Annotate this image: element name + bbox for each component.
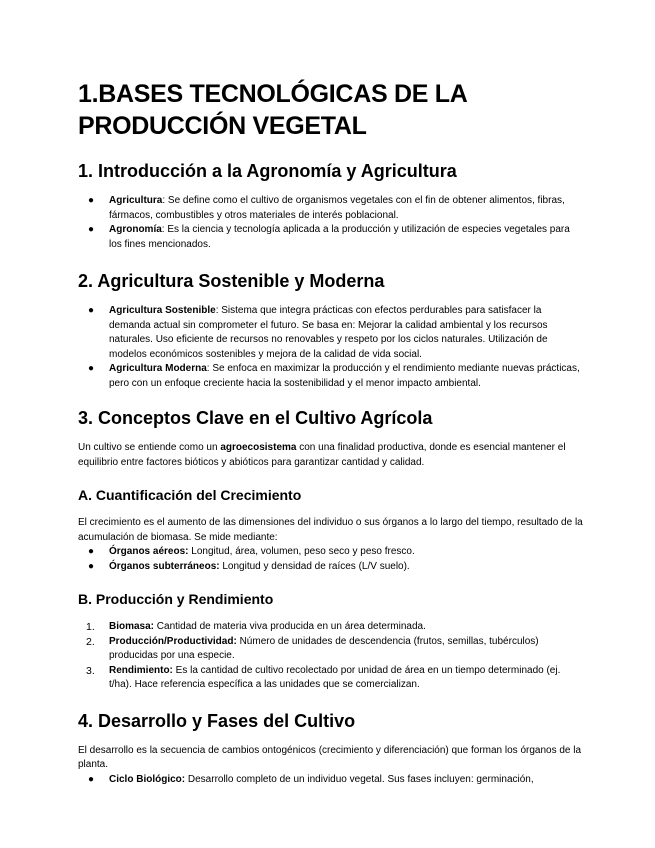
section-4-list xyxy=(78,773,585,788)
section-2-heading: 2. Agricultura Sostenible y Moderna xyxy=(78,271,385,291)
definition: Longitud y densidad de raíces (L/V suelo). xyxy=(219,560,410,572)
bullet-icon: ● xyxy=(88,560,95,572)
definition: Cantidad de materia viva producida en un área determinada. xyxy=(154,621,426,632)
list-item xyxy=(78,620,585,635)
section-1-list xyxy=(78,194,585,252)
text-span: con una finalidad productiva, donde es esencial mantener el equilibrio entre factores bióticos y abióticos para garantizar cantidad y calidad. xyxy=(78,442,566,468)
section-4-heading: 4. Desarrollo y Fases del Cultivo xyxy=(78,710,356,731)
bullet-icon: ● xyxy=(88,305,95,316)
term: Órganos aéreos: xyxy=(109,546,189,557)
bullet-icon: ● xyxy=(88,363,95,374)
term: Ciclo Biológico: xyxy=(109,773,186,785)
subsection-b-list xyxy=(78,620,585,693)
definition: Longitud, área, volumen, peso seco y peso fresco. xyxy=(188,546,415,557)
term: Biomasa: xyxy=(109,621,155,632)
list-item xyxy=(78,304,585,362)
definition: Es la cantidad de cultivo recolectado por unidad de área en un tiempo determinado (ej. t/ha). Hace referencia específica a las unidades que se comercializan. xyxy=(109,664,561,690)
term: Agricultura xyxy=(109,195,163,206)
bullet-icon: ● xyxy=(88,224,95,235)
list-number: 2. xyxy=(86,635,95,648)
subsection-a-paragraph: El crecimiento es el aumento de las dimensiones del individuo o sus órganos a lo largo del tiempo, resultado de la acumulación de biomasa. Se mide mediante: xyxy=(78,517,583,543)
list-item xyxy=(78,362,585,391)
section-1-heading: 1. Introducción a la Agronomía y Agricultura xyxy=(78,161,457,181)
definition: Número de unidades de descendencia (frutos, semillas, tubérculos) producidas por una especie. xyxy=(109,635,539,661)
term: Agronomía xyxy=(109,224,162,235)
list-number: 1. xyxy=(86,621,95,633)
list-item xyxy=(78,223,585,252)
document-title: 1.BASES TECNOLÓGICAS DE LA PRODUCCIÓN VEGETAL xyxy=(78,80,467,140)
list-item xyxy=(78,194,585,223)
list-item xyxy=(78,773,585,788)
definition: Desarrollo completo de un individuo vegetal. Sus fases incluyen: germinación, xyxy=(185,773,534,785)
term: Producción/Productividad: xyxy=(109,635,237,647)
bullet-icon: ● xyxy=(88,546,95,557)
section-3-heading: 3. Conceptos Clave en el Cultivo Agrícola xyxy=(78,408,433,428)
term: Rendimiento: xyxy=(109,664,173,676)
term: Agricultura Moderna xyxy=(109,363,207,374)
subsection-a-heading: A. Cuantificación del Crecimiento xyxy=(78,487,302,503)
bullet-icon: ● xyxy=(88,773,95,785)
text-span: Un cultivo se entiende como un xyxy=(78,442,221,453)
term: Órganos subterráneos: xyxy=(109,560,220,572)
term: agroecosistema xyxy=(220,442,297,453)
definition: : Sistema que integra prácticas con efectos perdurables para satisfacer la demanda actual sin comprometer el futuro. Se basa en: Mejorar la calidad ambiental y los recursos naturales. Uso eficiente de recursos no renovables y respeto por los ciclos naturales. Utilización de modelos económicos sostenibles y mejora de la calidad de vida social. xyxy=(109,305,548,360)
term: Agricultura Sostenible xyxy=(109,305,216,316)
definition: : Es la ciencia y tecnología aplicada a la producción y utilización de especies vegetales para los fines mencionados. xyxy=(109,224,570,250)
list-item xyxy=(78,664,585,693)
section-4-paragraph: El desarrollo es la secuencia de cambios ontogénicos (crecimiento y diferenciación) que forman los órganos de la planta. xyxy=(78,744,582,770)
definition: : Se define como el cultivo de organismos vegetales con el fin de obtener alimentos, fibras, fármacos, combustibles y otros materiales de interés poblacional. xyxy=(109,195,565,221)
list-item xyxy=(78,560,585,575)
section-3-paragraph xyxy=(78,441,585,470)
list-item xyxy=(78,545,585,560)
bullet-icon: ● xyxy=(88,195,95,206)
subsection-a-list xyxy=(78,545,585,574)
list-number: 3. xyxy=(86,664,95,677)
subsection-b-heading: B. Producción y Rendimiento xyxy=(78,591,274,607)
section-2-list xyxy=(78,304,585,391)
definition: : Se enfoca en maximizar la producción y el rendimiento mediante nuevas prácticas, pero con un enfoque creciente hacia la sostenibilidad y el menor impacto ambiental. xyxy=(109,363,580,389)
list-item xyxy=(78,635,585,664)
